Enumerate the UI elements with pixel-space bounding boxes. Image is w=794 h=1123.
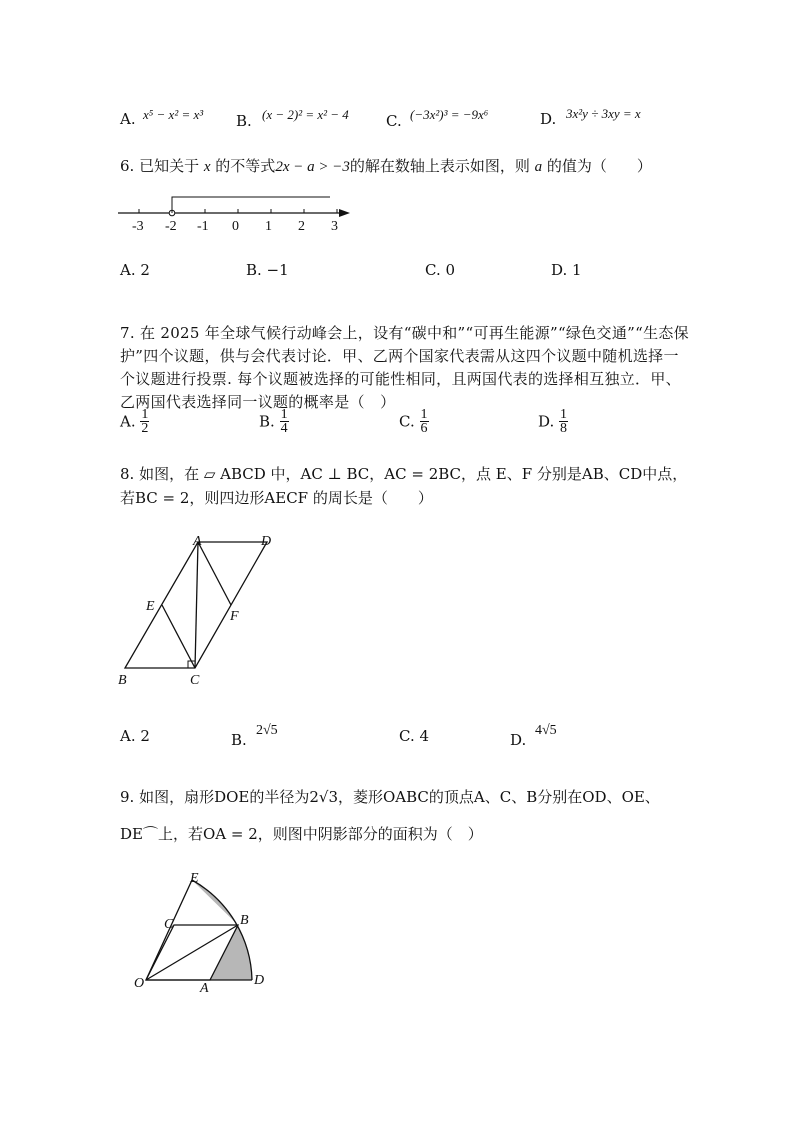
segment-ac <box>195 542 198 668</box>
q7-option-c <box>399 408 429 435</box>
point-label-b: B <box>118 673 127 688</box>
point-label-a: A <box>200 981 209 996</box>
tick-label-neg1: -1 <box>197 219 209 234</box>
point-label-e: E <box>190 871 199 886</box>
denominator: 4 <box>280 421 288 436</box>
tick-label-2: 2 <box>298 219 305 234</box>
q8-stem-line2: 若BC = 2，则四边形AECF 的周长是（ ） <box>120 489 433 507</box>
q5-option-c-label: C. <box>386 112 402 130</box>
q9-stem-line1: 9. 如图，扇形DOE的半径为2√3，菱形OABC的顶点A、C、B分别在OD、OE、 <box>120 788 660 806</box>
q6-text-a: 6. 已知关于 <box>120 157 204 175</box>
q6-stem <box>120 155 652 176</box>
point-label-c: C <box>190 673 200 688</box>
q7-stem: 7. 在 2025 年全球气候行动峰会上，设有“碳中和”“可再生能源”“绿色交通”“生态保护”四个议题，供与会代表讨论．甲、乙两个国家代表需从这四个议题中随机选择一个议题进行投票. 每个议题被选择的可能性相同，且两国代表的选择相互独立．甲、乙两国代表选择同一议题的概率是（ ） <box>120 324 689 411</box>
point-label-c: C <box>164 917 174 932</box>
point-label-a: A <box>193 534 202 549</box>
q6-option-d: D. 1 <box>551 261 582 279</box>
numerator: 1 <box>560 407 568 422</box>
q6-var-a: a <box>534 159 543 175</box>
point-label-f: F <box>230 609 239 624</box>
q8-option-b-label: B. <box>231 731 247 749</box>
number-line-ticks <box>139 209 337 213</box>
point-label-b: B <box>240 913 249 928</box>
q7-option-d-label: D. <box>538 412 555 431</box>
segment-ec <box>162 605 195 668</box>
q8-option-d-label: D. <box>510 731 527 749</box>
q6-text-d: 的值为（ ） <box>542 157 652 175</box>
point-label-d: D <box>261 534 272 549</box>
point-label-d: D <box>254 973 265 988</box>
q6-text-b: 的不等式 <box>210 157 276 175</box>
q8-option-d-expr: 4√5 <box>535 723 557 738</box>
shaded-region-upper <box>192 880 238 925</box>
q7-option-d-fraction <box>559 408 568 435</box>
q6-option-c: C. 0 <box>425 261 456 279</box>
q7-option-b-label: B. <box>259 412 275 431</box>
q8-parallelogram-figure <box>110 530 290 690</box>
numerator: 1 <box>280 407 288 422</box>
q5-option-b-label: B. <box>236 112 252 130</box>
q7-option-a-fraction <box>140 408 149 435</box>
tick-label-0: 0 <box>232 219 239 234</box>
q8-option-c: C. 4 <box>399 727 430 745</box>
q5-option-d-label: D. <box>540 110 557 128</box>
tick-label-neg3: -3 <box>132 219 144 234</box>
q6-inequality: 2x − a > −3 <box>275 159 350 175</box>
denominator: 2 <box>141 421 149 436</box>
q7-option-b-fraction <box>280 408 289 435</box>
q6-option-a: A. 2 <box>120 261 150 279</box>
q7-option-c-label: C. <box>399 412 415 431</box>
denominator: 6 <box>420 421 428 436</box>
point-label-o: O <box>134 976 145 991</box>
q9-sector-figure <box>128 868 278 998</box>
solution-ray <box>172 197 330 210</box>
q8-option-a: A. 2 <box>120 727 150 745</box>
q5-option-c-expr: (−3x²)³ = −9x⁶ <box>410 107 489 122</box>
q7-option-a-label: A. <box>120 412 136 431</box>
q6-var-x: x <box>203 159 211 175</box>
q7-option-d <box>538 408 568 435</box>
q5-option-d-expr: 3x²y ÷ 3xy = x <box>566 106 641 121</box>
numerator: 1 <box>141 407 149 422</box>
q8-stem-line1: 8. 如图，在 ▱ ABCD 中，AC ⊥ BC，AC = 2BC，点 E、F 分别是AB、CD中点， <box>120 465 688 483</box>
q6-option-b: B. −1 <box>246 261 289 279</box>
q5-option-a-expr: x⁵ − x² = x³ <box>143 107 204 122</box>
q5-option-b-expr: (x − 2)² = x² − 4 <box>262 107 349 122</box>
q7-option-b <box>259 408 289 435</box>
point-label-e: E <box>146 599 155 614</box>
denominator: 8 <box>560 421 568 436</box>
number-line-arrow <box>339 209 350 217</box>
q9-stem-line2: DE⌒上，若OA = 2，则图中阴影部分的面积为（ ） <box>120 825 483 843</box>
shaded-region-lower <box>210 925 252 980</box>
q7-option-c-fraction <box>420 408 429 435</box>
tick-label-neg2: -2 <box>165 219 177 234</box>
q7-option-a <box>120 408 149 435</box>
tick-label-1: 1 <box>265 219 272 234</box>
numerator: 1 <box>420 407 428 422</box>
q5-option-a-label: A. <box>120 110 136 128</box>
q6-text-c: 的解在数轴上表示如图，则 <box>349 157 535 175</box>
q8-option-b-expr: 2√5 <box>256 723 278 738</box>
tick-label-3: 3 <box>331 219 338 234</box>
q6-number-line <box>110 190 360 240</box>
segment-af <box>198 542 231 605</box>
